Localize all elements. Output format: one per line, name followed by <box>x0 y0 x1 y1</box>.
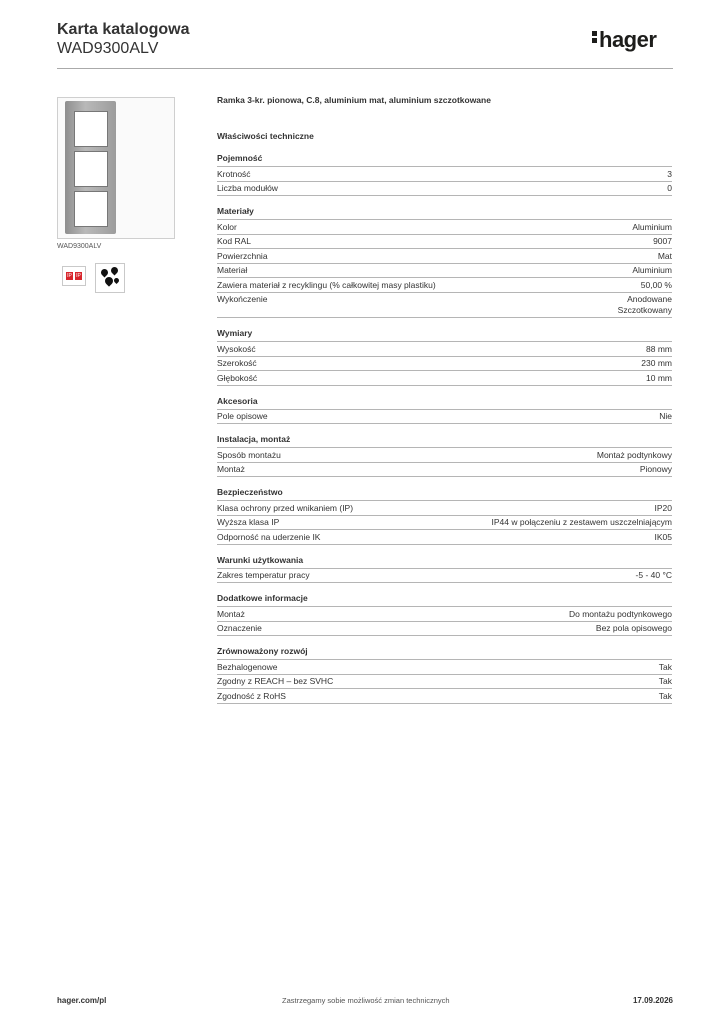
technical-properties-title: Właściwości techniczne <box>217 131 314 141</box>
spec-value: 230 mm <box>641 358 672 368</box>
spec-value: Do montażu podtynkowego <box>568 608 672 619</box>
spec-row <box>217 516 672 531</box>
ip-badge-right: IP <box>76 273 81 279</box>
section-title: Dodatkowe informacje <box>217 593 672 607</box>
hager-logo <box>592 27 656 53</box>
spec-label: Wysokość <box>217 343 256 354</box>
spec-value: 9007 <box>653 236 672 246</box>
section-title: Warunki użytkowania <box>217 555 672 569</box>
spec-label: Liczba modułów <box>217 183 278 193</box>
product-image <box>57 97 175 239</box>
spec-row <box>217 249 672 264</box>
spec-row <box>217 264 672 279</box>
spec-row <box>217 342 672 357</box>
spec-value: IP20 <box>654 502 672 513</box>
spec-label: Krotność <box>217 168 251 179</box>
water-drops-icon <box>95 263 125 293</box>
spec-value: 50,00 % <box>640 279 672 290</box>
spec-value: Tak <box>658 676 672 686</box>
spec-row <box>217 622 672 637</box>
section-title: Bezpieczeństwo <box>217 487 672 501</box>
frame-slot <box>74 151 108 187</box>
spec-section <box>217 487 672 545</box>
spec-label: Kod RAL <box>217 236 252 246</box>
logo-dots-icon <box>592 29 598 45</box>
frame-slot <box>74 111 108 147</box>
document-header <box>57 20 189 58</box>
spec-row <box>217 278 672 293</box>
spec-section <box>217 646 672 704</box>
spec-value: Anodowane Szczotkowany <box>617 294 672 315</box>
spec-value: 10 mm <box>646 372 672 383</box>
spec-value: Mat <box>657 250 672 261</box>
spec-label: Montaż <box>217 608 245 619</box>
spec-section <box>217 555 672 584</box>
section-title: Zrównoważony rozwój <box>217 646 672 660</box>
spec-row <box>217 235 672 250</box>
spec-label: Zawiera materiał z recyklingu (% całkowitej masy plastiku) <box>217 279 436 290</box>
spec-row <box>217 675 672 690</box>
spec-value: Tak <box>658 690 672 701</box>
spec-row <box>217 569 672 584</box>
spec-value: Tak <box>658 661 672 672</box>
spec-section <box>217 153 672 196</box>
spec-label: Odporność na uderzenie IK <box>217 531 321 542</box>
spec-section <box>217 328 672 386</box>
spec-row <box>217 607 672 622</box>
spec-row <box>217 689 672 704</box>
spec-row <box>217 463 672 478</box>
spec-value: IP44 w połączeniu z zestawem uszczelniającym <box>491 517 672 527</box>
spec-row <box>217 660 672 675</box>
frame-slot <box>74 191 108 227</box>
section-title: Instalacja, montaż <box>217 434 672 448</box>
spec-row <box>217 220 672 235</box>
section-title: Materiały <box>217 206 672 220</box>
logo-text: hager <box>599 27 657 52</box>
spec-row <box>217 530 672 545</box>
spec-section <box>217 206 672 318</box>
spec-value: 88 mm <box>646 343 672 354</box>
footer-website: hager.com/pl <box>57 996 107 1005</box>
spec-label: Zgodny z REACH – bez SVHC <box>217 676 334 686</box>
spec-label: Zgodność z RoHS <box>217 690 286 701</box>
spec-row <box>217 293 672 319</box>
spec-label: Wyższa klasa IP <box>217 517 280 527</box>
spec-row <box>217 501 672 516</box>
spec-value: 0 <box>667 183 672 193</box>
section-title: Pojemność <box>217 153 672 167</box>
spec-row <box>217 182 672 197</box>
frame-picture <box>65 101 116 234</box>
spec-label: Zakres temperatur pracy <box>217 570 310 580</box>
spec-label: Powierzchnia <box>217 250 268 261</box>
section-title: Akcesoria <box>217 396 672 410</box>
specification-content <box>217 95 672 714</box>
spec-label: Wykończenie <box>217 294 268 304</box>
footer-disclaimer: Zastrzegamy sobie możliwość zmian technicznych <box>282 996 450 1005</box>
spec-row <box>217 357 672 372</box>
header-divider <box>57 68 673 69</box>
footer-date: 17.09.2026 <box>632 996 673 1005</box>
spec-label: Szerokość <box>217 358 257 368</box>
spec-value: Pionowy <box>639 464 672 474</box>
spec-label: Klasa ochrony przed wnikaniem (IP) <box>217 502 354 513</box>
spec-label: Sposób montażu <box>217 449 281 460</box>
document-title: Karta katalogowa <box>57 21 190 38</box>
spec-value: Nie <box>659 411 672 421</box>
spec-value: Aluminium <box>632 265 672 275</box>
spec-value: 3 <box>667 168 672 179</box>
image-caption: WAD9300ALV <box>57 243 102 250</box>
section-title: Wymiary <box>217 328 672 342</box>
spec-section <box>217 593 672 636</box>
spec-label: Głębokość <box>217 372 258 383</box>
product-name: Ramka 3-kr. pionowa, C.8, aluminium mat, aluminium szczotkowane <box>217 95 491 105</box>
spec-label: Oznaczenie <box>217 623 262 633</box>
spec-label: Bezhalogenowe <box>217 661 278 672</box>
spec-label: Montaż <box>217 464 245 474</box>
spec-sections <box>217 153 672 704</box>
spec-row <box>217 410 672 425</box>
spec-section <box>217 434 672 477</box>
spec-value: Aluminium <box>632 221 672 232</box>
spec-value: Montaż podtynkowy <box>596 449 672 460</box>
spec-value: Bez pola opisowego <box>595 623 672 633</box>
spec-row <box>217 448 672 463</box>
spec-section <box>217 396 672 425</box>
spec-label: Pole opisowe <box>217 411 268 421</box>
spec-row <box>217 371 672 386</box>
spec-value: IK05 <box>654 531 672 542</box>
spec-label: Kolor <box>217 221 237 232</box>
spec-value: -5 - 40 °C <box>635 570 672 580</box>
ip-rating-icon <box>62 266 86 286</box>
spec-row <box>217 167 672 182</box>
spec-label: Materiał <box>217 265 248 275</box>
product-code: WAD9300ALV <box>57 40 159 57</box>
ip-badge-left: IP <box>67 273 72 279</box>
